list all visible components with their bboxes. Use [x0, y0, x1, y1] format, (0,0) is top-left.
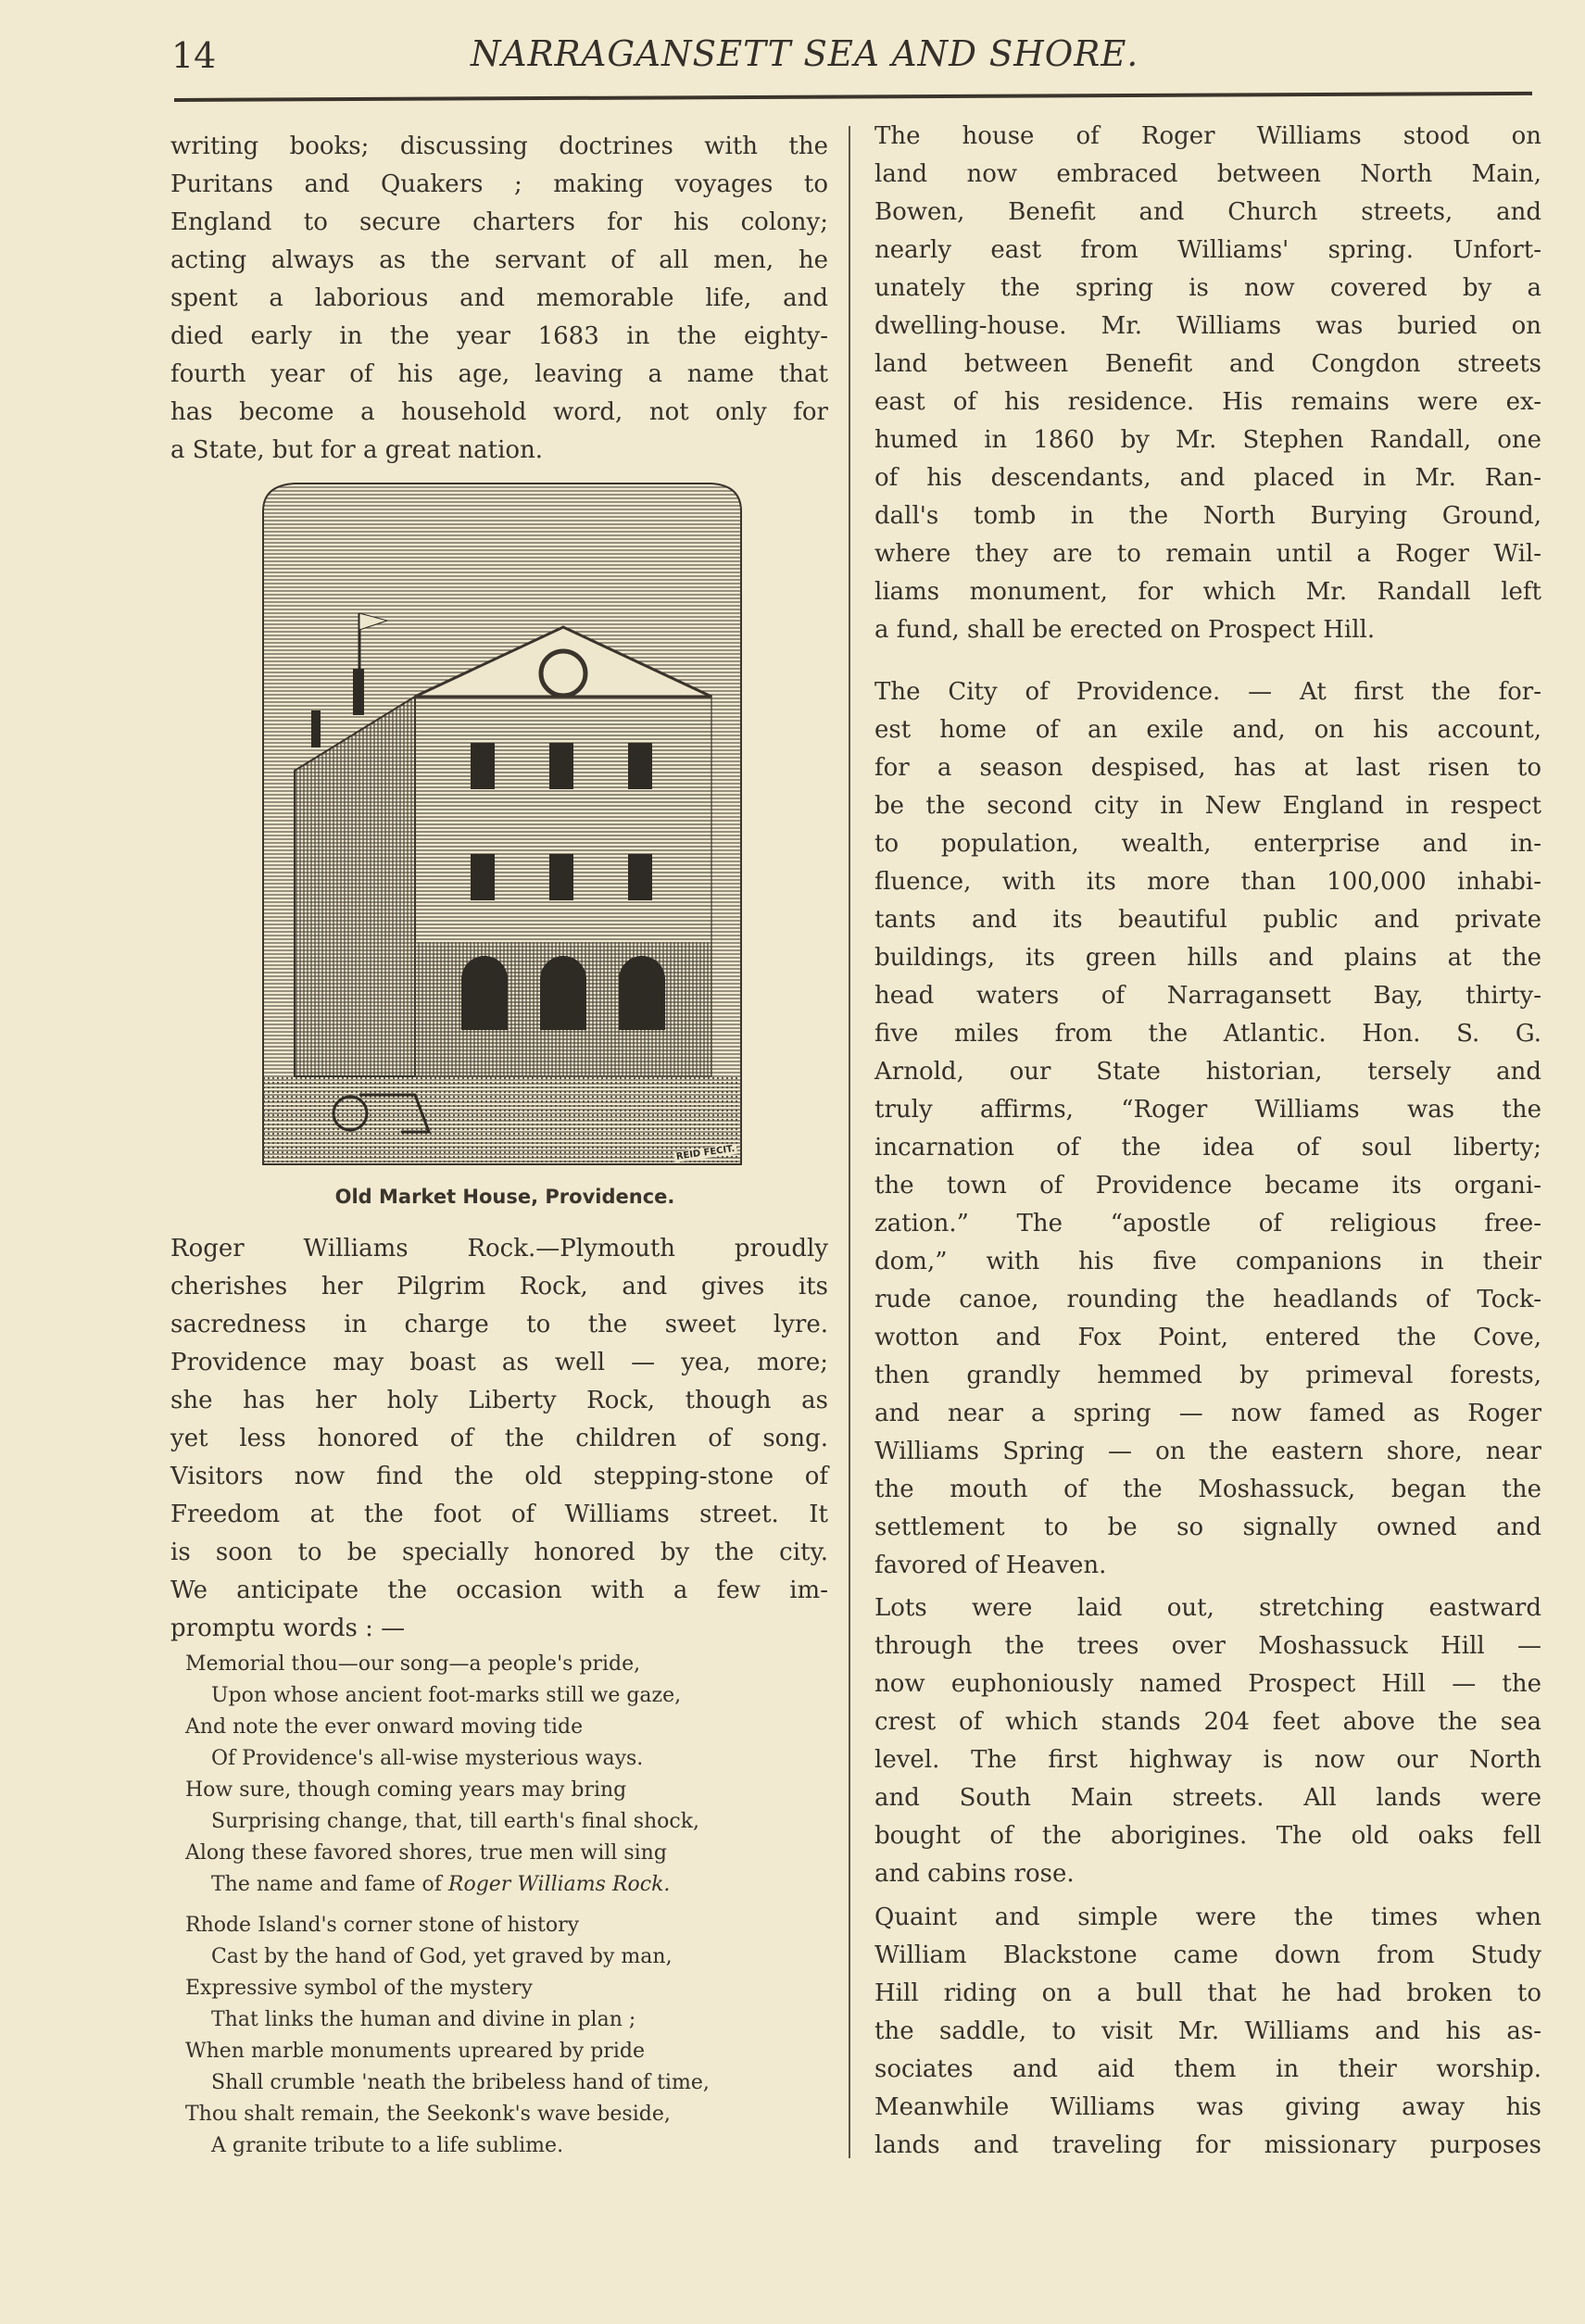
- text-line: where they are to remain until a Roger Wil-: [874, 540, 1541, 568]
- page-number: 14: [171, 35, 217, 76]
- poem-line: Shall crumble 'neath the bribeless hand of time,: [211, 2071, 710, 2094]
- text-line: writing books; discussing doctrines with the: [170, 132, 828, 160]
- text-line: now euphoniously named Prospect Hill — the: [874, 1670, 1541, 1698]
- poem-line: Surprising change, that, till earth's final shock,: [211, 1810, 700, 1833]
- text-line: promptu words : —: [170, 1614, 406, 1642]
- text-line: settlement to be so signally owned and: [874, 1514, 1541, 1541]
- text-line: The house of Roger Williams stood on: [874, 122, 1541, 150]
- text-line: for a season despised, has at last risen to: [874, 754, 1541, 782]
- text-line: is soon to be specially honored by the city.: [170, 1539, 828, 1566]
- poem-stanza-1: [185, 1649, 834, 1869]
- old-market-house-engraving: [258, 474, 747, 1178]
- text-line: land now embraced between North Main,: [874, 160, 1541, 188]
- text-line: buildings, its green hills and plains at the: [874, 944, 1541, 972]
- text-line: to population, wealth, enterprise and in-: [874, 830, 1541, 858]
- poem-line: Upon whose ancient foot-marks still we gaze,: [211, 1684, 682, 1707]
- text-line: bought of the aborigines. The old oaks fell: [874, 1822, 1541, 1850]
- text-line: est home of an exile and, on his account,: [874, 716, 1541, 744]
- text-line: truly affirms, “Roger Williams was the: [874, 1096, 1541, 1124]
- poem-line: Expressive symbol of the mystery: [185, 1977, 533, 2000]
- poem-line-text: The name and fame of: [211, 1873, 448, 1896]
- poem: [185, 1649, 834, 2162]
- text-line: she has her holy Liberty Rock, though as: [170, 1387, 828, 1414]
- header-rule: [174, 92, 1532, 102]
- text-line: be the second city in New England in respect: [874, 792, 1541, 820]
- poem-line: [185, 1869, 834, 1901]
- text-line: Williams Spring — on the eastern shore, near: [874, 1438, 1541, 1465]
- text-line: fluence, with its more than 100,000 inhabi-: [874, 868, 1541, 896]
- poem-line: Cast by the hand of God, yet graved by man,: [211, 1945, 673, 1968]
- text-line: then grandly hemmed by primeval forests,: [874, 1362, 1541, 1389]
- text-line: humed in 1860 by Mr. Stephen Randall, one: [874, 426, 1541, 454]
- text-line: William Blackstone came down from Study: [874, 1941, 1541, 1969]
- text-line: cherishes her Pilgrim Rock, and gives its: [170, 1273, 828, 1300]
- text-line: lands and traveling for missionary purposes: [874, 2131, 1541, 2159]
- text-line: five miles from the Atlantic. Hon. S. G.: [874, 1020, 1541, 1048]
- text-line: acting always as the servant of all men, he: [170, 246, 828, 274]
- text-line: land between Benefit and Congdon streets: [874, 350, 1541, 378]
- paragraph-city-of-providence: [874, 673, 1541, 1585]
- poem-line: A granite tribute to a life sublime.: [211, 2134, 564, 2157]
- text-line: Providence may boast as well — yea, more;: [170, 1349, 828, 1376]
- paragraph-williams-life: [170, 128, 828, 470]
- text-line: favored of Heaven.: [874, 1551, 1107, 1579]
- text-line: wotton and Fox Point, entered the Cove,: [874, 1324, 1541, 1351]
- text-line: nearly east from Williams' spring. Unfort-: [874, 236, 1541, 264]
- poem-line: And note the ever onward moving tide: [185, 1715, 584, 1739]
- text-line: Arnold, our State historian, tersely and: [874, 1058, 1541, 1086]
- text-line: dom,” with his five companions in their: [874, 1248, 1541, 1275]
- text-line: tants and its beautiful public and private: [874, 906, 1541, 934]
- engraver-signature: REID FECIT.: [675, 1143, 736, 1162]
- text-line: England to secure charters for his colony;: [170, 208, 828, 236]
- paragraph-roger-williams-rock: [170, 1230, 828, 1648]
- poem-line: Thou shalt remain, the Seekonk's wave beside,: [185, 2103, 671, 2126]
- text-line: crest of which stands 204 feet above the sea: [874, 1708, 1541, 1736]
- text-line: and South Main streets. All lands were: [874, 1784, 1541, 1812]
- text-line: the saddle, to visit Mr. Williams and his as-: [874, 2017, 1541, 2045]
- text-line: Puritans and Quakers ; making voyages to: [170, 170, 828, 198]
- text-line: Visitors now find the old stepping-stone of: [170, 1463, 828, 1490]
- text-line: spent a laborious and memorable life, and: [170, 284, 828, 312]
- text-line: yet less honored of the children of song.: [170, 1425, 828, 1452]
- poem-stanza-2: [185, 1910, 834, 2162]
- poem-italic-title: Roger Williams Rock.: [447, 1873, 671, 1896]
- poem-line: That links the human and divine in plan ;: [211, 2008, 636, 2031]
- paragraph-quaint-and-simple: [874, 1899, 1541, 2165]
- poem-line: Memorial thou—our song—a people's pride,: [185, 1652, 641, 1676]
- text-line: and near a spring — now famed as Roger: [874, 1400, 1541, 1427]
- poem-line: How sure, though coming years may bring: [185, 1778, 627, 1802]
- text-line: rude canoe, rounding the headlands of Tock-: [874, 1286, 1541, 1313]
- text-line: liams monument, for which Mr. Randall left: [874, 578, 1541, 606]
- text-line: Hill riding on a bull that he had broken to: [874, 1979, 1541, 2007]
- column-divider: [849, 126, 850, 2158]
- text-line: dall's tomb in the North Burying Ground,: [874, 502, 1541, 530]
- text-line: We anticipate the occasion with a few im-: [170, 1577, 828, 1604]
- text-line: the town of Providence became its organi-: [874, 1172, 1541, 1200]
- text-line: the mouth of the Moshassuck, began the: [874, 1476, 1541, 1503]
- poem-line: Rhode Island's corner stone of history: [185, 1914, 580, 1937]
- text-line: and cabins rose.: [874, 1860, 1075, 1888]
- text-line: Freedom at the foot of Williams street. It: [170, 1501, 828, 1528]
- poem-line: Of Providence's all-wise mysterious ways.: [211, 1747, 644, 1770]
- text-line: head waters of Narragansett Bay, thirty-: [874, 982, 1541, 1010]
- text-line: unately the spring is now covered by a: [874, 274, 1541, 302]
- text-line: has become a household word, not only for: [170, 398, 828, 426]
- text-line: fourth year of his age, leaving a name that: [170, 360, 828, 388]
- text-line: Quaint and simple were the times when: [874, 1903, 1541, 1931]
- text-line: Bowen, Benefit and Church streets, and: [874, 198, 1541, 226]
- paragraph-house-of-roger-williams: [874, 118, 1541, 649]
- illustration-caption: Old Market House, Providence.: [334, 1186, 675, 1208]
- text-line: Lots were laid out, stretching eastward: [874, 1594, 1541, 1622]
- paragraph-lots-laid-out: [874, 1589, 1541, 1893]
- text-line: of his descendants, and placed in Mr. Ran-: [874, 464, 1541, 492]
- text-line: level. The first highway is now our North: [874, 1746, 1541, 1774]
- text-line: Meanwhile Williams was giving away his: [874, 2093, 1541, 2121]
- text-line: east of his residence. His remains were ex-: [874, 388, 1541, 416]
- text-line: sociates and aid them in their worship.: [874, 2055, 1541, 2083]
- poem-line: When marble monuments upreared by pride: [185, 2040, 645, 2063]
- running-title: NARRAGANSETT SEA AND SHORE.: [471, 33, 1139, 74]
- text-line: sacredness in charge to the sweet lyre.: [170, 1311, 828, 1338]
- text-line: died early in the year 1683 in the eighty-: [170, 322, 828, 350]
- poem-line: Along these favored shores, true men will sing: [185, 1841, 667, 1865]
- text-line: incarnation of the idea of soul liberty;: [874, 1134, 1541, 1162]
- text-line: zation.” The “apostle of religious free-: [874, 1210, 1541, 1237]
- text-line: The City of Providence. — At first the for-: [874, 678, 1541, 706]
- text-line: a State, but for a great nation.: [170, 436, 544, 464]
- text-line: dwelling-house. Mr. Williams was buried on: [874, 312, 1541, 340]
- text-line: through the trees over Moshassuck Hill —: [874, 1632, 1541, 1660]
- text-line: a fund, shall be erected on Prospect Hill.: [874, 616, 1376, 644]
- text-line: Roger Williams Rock.—Plymouth proudly: [170, 1235, 828, 1262]
